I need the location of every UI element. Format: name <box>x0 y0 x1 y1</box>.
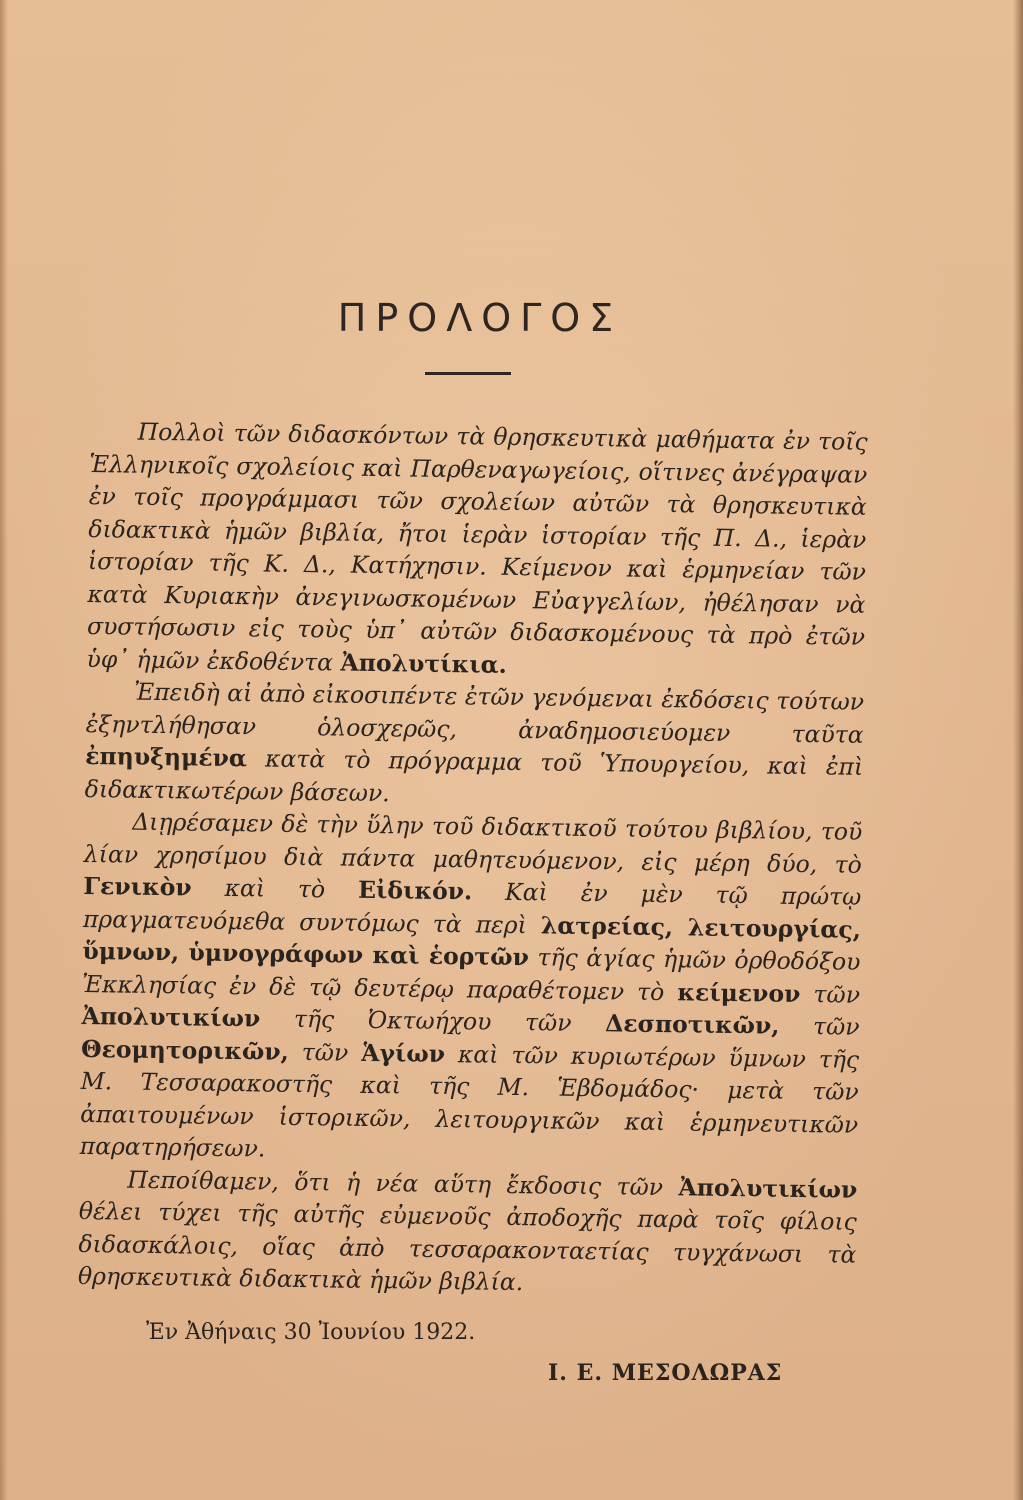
text-run: Καὶ ἐν μὲν τῷ πρώτῳ πραγματευόμεθα συντόμως τὰ περὶ <box>82 877 862 939</box>
text-run: καὶ τὸ <box>191 873 359 904</box>
bold-term: λατρείας, λειτουργίας, ὕμνων, ὑμνογράφων καὶ ἑορτῶν <box>82 910 862 972</box>
author-signature: Ι. Ε. ΜΕΣΟΛΩΡΑΣ <box>548 1360 783 1386</box>
bold-term: Ἀπολυτικίων <box>678 1172 858 1204</box>
title-underline-rule <box>425 372 511 375</box>
paragraph <box>86 415 868 686</box>
paragraph <box>80 805 863 1173</box>
bold-term: Δεσποτικῶν, <box>604 1009 780 1040</box>
text-run: Ἐπειδὴ αἱ ἀπὸ εἰκοσιπέντε ἐτῶν γενόμεναι ἐκδόσεις τούτων ἐξηντλήθησαν ὁλοσχερῶς, ἀναδημοσιεύομεν ταῦτα <box>85 677 865 749</box>
bold-term: Εἰδικόν. <box>357 875 473 906</box>
bold-term: Ἀπολυτικίων <box>81 1001 261 1033</box>
prologue-body <box>78 415 868 1303</box>
text-run: Πολλοὶ τῶν διδασκόντων τὰ θρησκευτικὰ μαθήματα ἐν τοῖς Ἑλληνικοῖς σχολείοις καὶ Παρθεναγωγείοις, οἵτινες ἀνέγραψαν ἐν τοῖς προγράμμασι τῶν σχολείων αὐτῶν τὰ θρησκευτικὰ διδακτικὰ ἡμῶν βιβλία, ἤτοι ἱερὰν ἱστορίαν τῆς Π. Δ., ἱερὰν ἱστορίαν τῆς Κ. Δ., Κατήχησιν. Κείμενον καὶ ἑρμηνείαν τῶν κατὰ Κυριακὴν ἀνεγινωσκομένων Εὐαγγελίων, ἠθέλησαν νὰ συστήσωσιν εἰς τοὺς ὑπ᾽ αὐτῶν διδασκομένους τὰ πρὸ ἐτῶν ὑφ᾽ ἡμῶν ἐκδοθέντα <box>86 417 868 677</box>
bold-term: Θεομητορικῶν, <box>80 1034 290 1066</box>
page-right-edge-shadow <box>1013 0 1023 1500</box>
date-line: Ἐν Ἀθήναις 30 Ἰουνίου 1922. <box>146 1320 476 1345</box>
text-run: τῶν <box>779 1011 860 1041</box>
bold-term: Ἀπολυτίκια. <box>340 648 508 679</box>
bold-term: ἐπηυξημένα <box>85 741 248 773</box>
text-run: τῶν <box>800 979 861 1009</box>
bold-term: Ἁγίων <box>361 1038 446 1068</box>
text-run: καὶ τῶν κυριωτέρων ὕμνων τῆς Μ. Τεσσαρακοστῆς καὶ τῆς Μ. Ἑβδομάδος· μετὰ τῶν ἀπαιτουμένων ἱστορικῶν, λειτουργικῶν καὶ ἑρμηνευτικῶν παρατηρήσεων. <box>79 1039 860 1163</box>
bold-term: Γενικὸν <box>83 871 192 902</box>
text-run: τῶν <box>288 1037 362 1067</box>
paragraph <box>85 675 865 816</box>
text-run: θέλει τύχει τῆς αὐτῆς εὐμενοῦς ἀποδοχῆς παρὰ τοῖς φίλοις διδασκάλοις, οἵας ἀπὸ τεσσαρακονταετίας τυγχάνωσι τὰ θρησκευτικὰ διδακτικὰ ἡμῶν βιβλία. <box>77 1196 858 1297</box>
text-run: τῆς Ὀκτωήχου τῶν <box>260 1004 606 1038</box>
paragraph <box>78 1162 858 1303</box>
page-title: ΠΡΟΛΟΓΟΣ <box>337 296 623 340</box>
page-left-edge-shadow <box>0 0 8 1500</box>
text-run: κατὰ τὸ πρόγραμμα τοῦ Ὑπουργείου, καὶ ἐπὶ διδακτικωτέρων βάσεων. <box>84 744 864 807</box>
text-run: Διῃρέσαμεν δὲ τὴν ὕλην τοῦ διδακτικοῦ τούτου βιβλίου, τοῦ λίαν χρησίμου διὰ πάντα μαθητευόμενον, εἰς μέρη δύο, τὸ <box>83 807 863 879</box>
bold-term: κείμενον <box>677 977 801 1008</box>
text-run: Πεποίθαμεν, ὅτι ἡ νέα αὕτη ἔκδοσις τῶν <box>127 1165 679 1201</box>
text-run: τῆς ἁγίας ἡμῶν ὀρθοδόξου Ἐκκλησίας ἐν δὲ τῷ δευτέρῳ παραθέτομεν τὸ <box>81 943 861 1006</box>
